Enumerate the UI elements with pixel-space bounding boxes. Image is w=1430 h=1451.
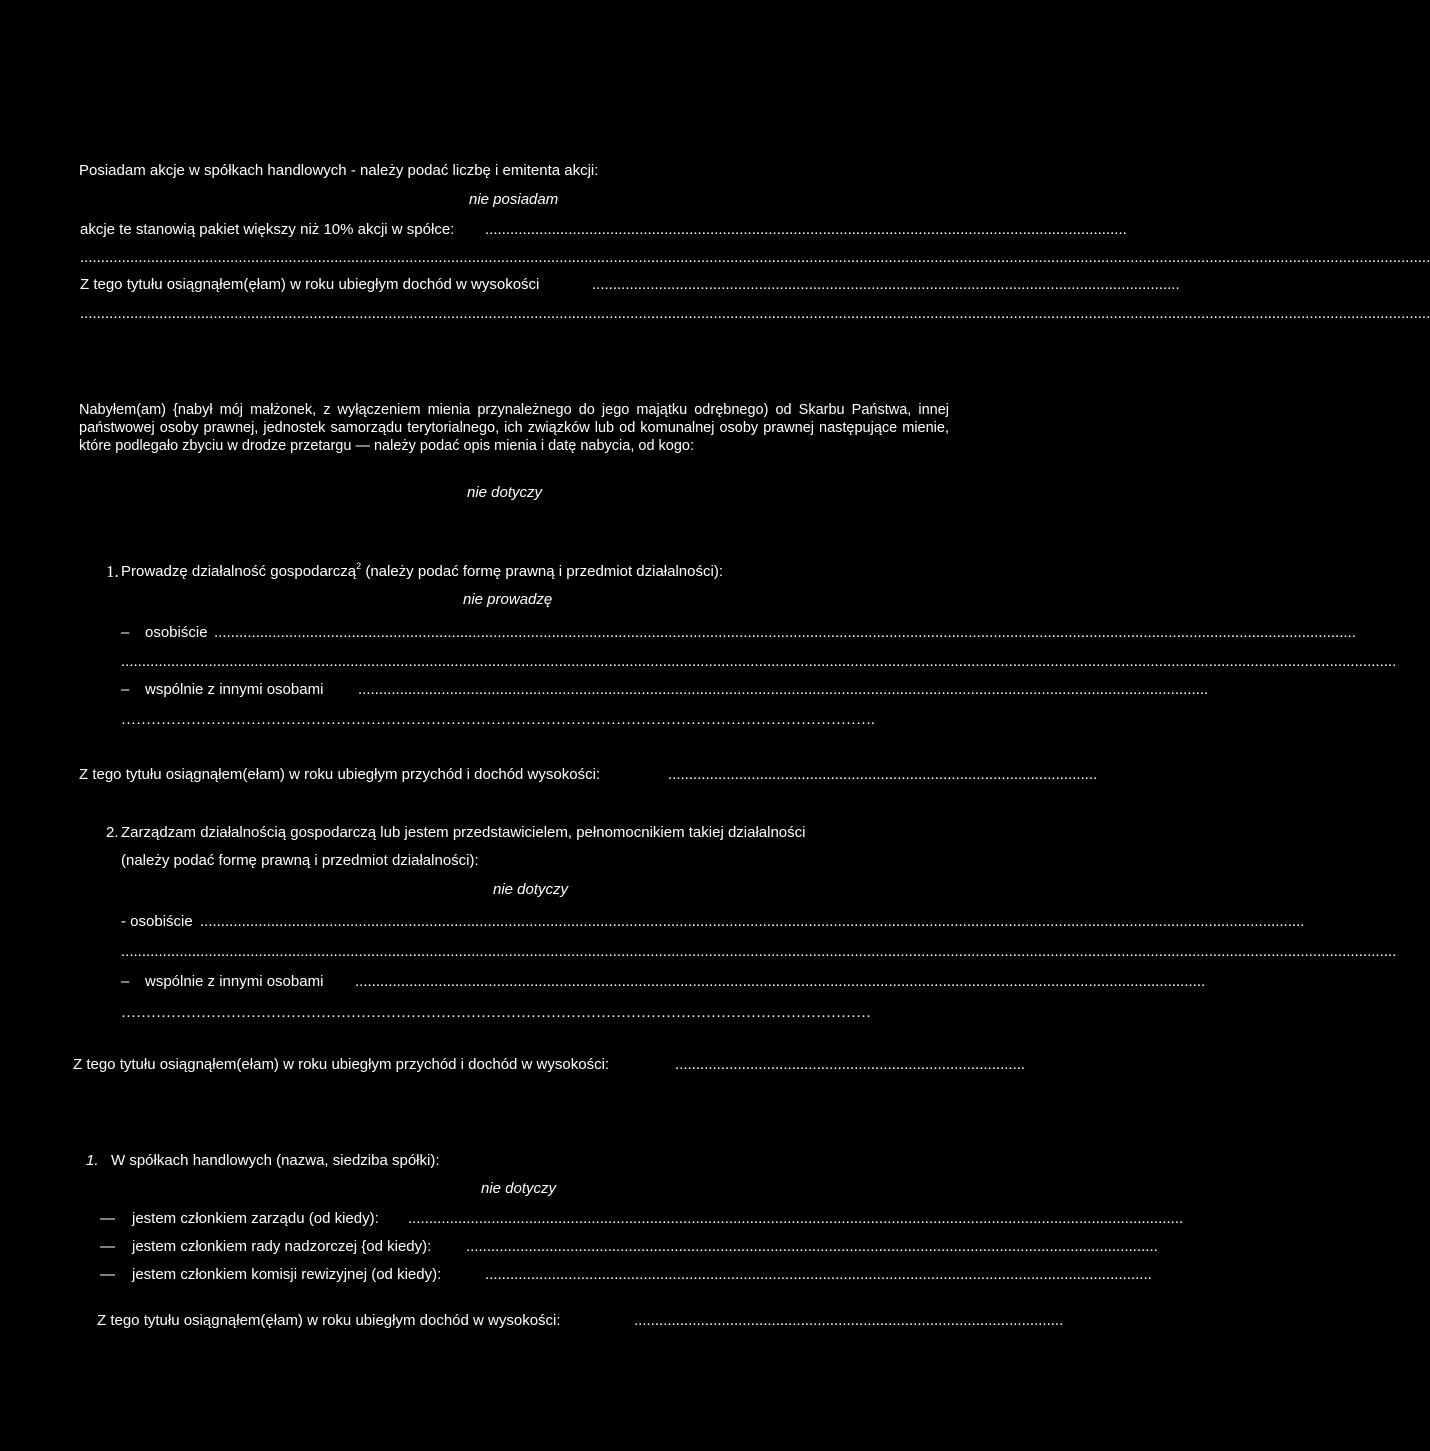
companies-audit-label: jestem członkiem komisji rewizyjnej (od kiedy):: [132, 1266, 442, 1283]
management-joint-line-2: ……………………………………………………………………………………………………………………………………: [121, 1005, 871, 1021]
management-personal-label: - osobiście: [121, 913, 193, 930]
companies-supervisory-dash: —: [100, 1238, 115, 1255]
business-heading: [121, 563, 723, 581]
management-heading: Zarządzam działalnością gospodarczą lub jestem przedstawicielem, pełnomocnikiem takiej działalności: [121, 824, 806, 841]
management-income-label: Z tego tytułu osiągnąłem(ełam) w roku ubiegłym przychód i dochód w wysokości:: [73, 1056, 610, 1073]
business-heading-main: Prowadzę działalność gospodarczą: [121, 563, 357, 580]
companies-board-line: ..........................................................................................................................................................................................: [408, 1210, 1184, 1227]
companies-income-line: .......................................................................................................: [634, 1312, 1064, 1329]
shares-income-line-2: ....................................................................................................................................................................................................................................................................................................................................: [80, 305, 1430, 322]
management-joint-line: ............................................................................................................................................................................................................: [355, 973, 1206, 990]
business-joint-dash: –: [121, 681, 130, 698]
business-joint-label: wspólnie z innymi osobami: [145, 681, 324, 698]
shares-heading: Posiadam akcje w spółkach handlowych - należy podać liczbę i emitenta akcji:: [79, 162, 599, 179]
management-personal-line-2: ..................................................................................................................................................................................................................................................................................................................: [121, 943, 1397, 960]
companies-audit-dash: —: [100, 1266, 115, 1283]
business-heading-rest: (należy podać formę prawną i przedmiot działalności):: [365, 563, 723, 580]
companies-income-label: Z tego tytułu osiągnąłem(ęłam) w roku ubiegłym dochód w wysokości:: [97, 1312, 561, 1329]
management-joint-label: wspólnie z innymi osobami: [145, 973, 324, 990]
footnote-marker: 2: [356, 561, 362, 571]
business-income-label: Z tego tytułu osiągnąłem(ełam) w roku ubiegłym przychód i dochód wysokości:: [79, 766, 601, 783]
shares-packet-line: ..........................................................................................................................................................: [485, 221, 1127, 238]
management-number: 2.: [106, 824, 119, 841]
business-personal-line: ..................................................................................................................................................................................................................................................................................: [214, 624, 1356, 641]
business-personal-line-2: ..................................................................................................................................................................................................................................................................................................................: [121, 653, 1397, 670]
companies-supervisory-label: jestem członkiem rady nadzorczej {od kiedy):: [132, 1238, 432, 1255]
business-personal-dash: –: [121, 624, 130, 641]
companies-supervisory-line: ......................................................................................................................................................................: [466, 1238, 1158, 1255]
companies-audit-line: ................................................................................................................................................................: [485, 1266, 1152, 1283]
acquired-text: Nabyłem(am) {nabył mój małżonek, z wyłączeniem mienia przynależnego do jego majątku odrębnego) od Skarbu Państwa, innej państwowej osoby prawnej, jednostek samorządu terytorialnego, ich związków lub od komunalnej osoby prawnej następujące mienie, które podlegało zbyciu w drodze przetargu — należy podać opis mienia i datę nabycia, od kogo:: [79, 402, 949, 454]
shares-income-label: Z tego tytułu osiągnąłem(ęłam) w roku ubiegłym dochód w wysokości: [80, 276, 540, 293]
shares-packet-label: akcje te stanowią pakiet większy niż 10% akcji w spółce:: [80, 221, 455, 238]
shares-income-line: .............................................................................................................................................: [592, 276, 1180, 293]
business-income-line: .......................................................................................................: [668, 766, 1098, 783]
management-income-line: ....................................................................................: [675, 1056, 1026, 1073]
companies-board-dash: —: [100, 1210, 115, 1227]
companies-heading: W spółkach handlowych (nazwa, siedziba spółki):: [111, 1152, 440, 1169]
business-joint-line: ............................................................................................................................................................................................................: [358, 681, 1209, 698]
companies-number: 1.: [86, 1152, 99, 1169]
business-personal-label: osobiście: [145, 624, 208, 641]
shares-packet-line-2: ....................................................................................................................................................................................................................................................................................................................................: [80, 249, 1430, 266]
companies-answer: nie dotyczy: [481, 1180, 557, 1197]
acquired-answer: nie dotyczy: [467, 484, 543, 501]
management-answer: nie dotyczy: [493, 881, 569, 898]
management-joint-dash: –: [121, 973, 130, 990]
management-personal-line: .........................................................................................................................................................................................................................................................................: [200, 913, 1305, 930]
business-number: 1.: [106, 562, 119, 581]
companies-board-label: jestem członkiem zarządu (od kiedy):: [132, 1210, 379, 1227]
shares-answer: nie posiadam: [469, 191, 559, 208]
business-joint-line-2: …………………………………………………………………………………………………………………………………….: [121, 712, 875, 728]
business-answer: nie prowadzę: [463, 591, 553, 608]
management-heading-2: (należy podać formę prawną i przedmiot działalności):: [121, 852, 479, 869]
